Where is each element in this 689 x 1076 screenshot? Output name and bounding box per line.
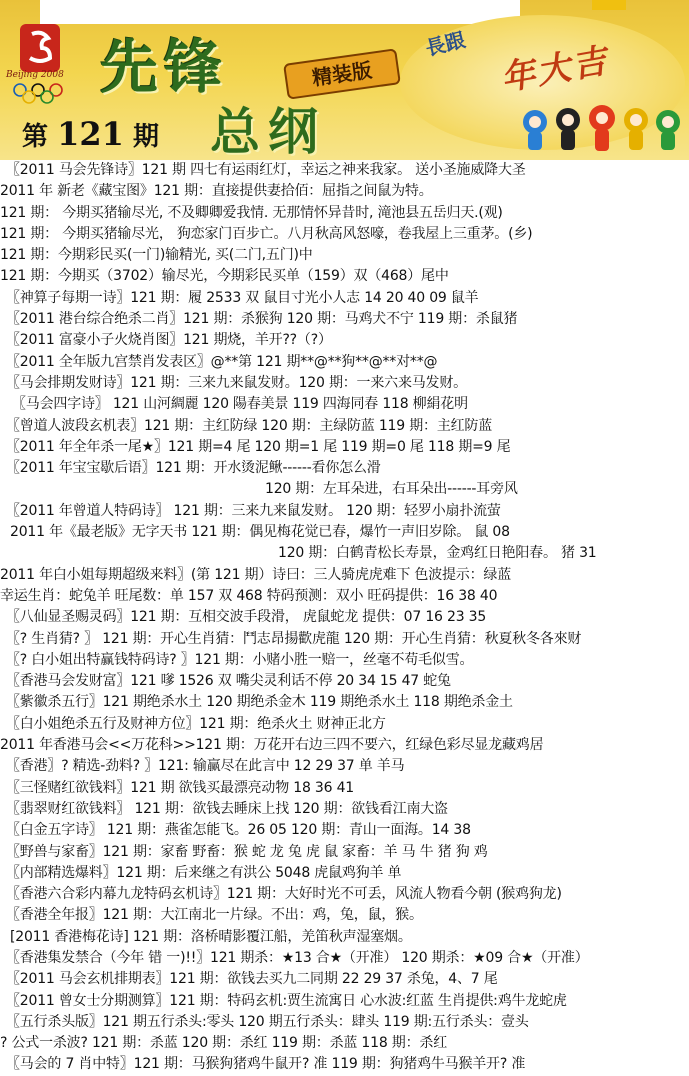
text-line: 120 期：左耳朵进，右耳朵出------耳旁风 [265, 481, 518, 498]
text-line: 2011 年《最老版》无字天书 121 期：偶见梅花觉已春，爆竹一声旧岁除。 鼠 08 [10, 524, 510, 541]
olympic-caption: Beijing 2008 [6, 70, 64, 80]
text-line: 120 期：白鹤青松长寿景，金鸡红日艳阳春。 猪 31 [278, 545, 597, 562]
text-line: 〖紫徽杀五行〗121 期绝杀水土 120 期绝杀金木 119 期绝杀水土 118 期绝杀金土 [6, 694, 513, 711]
text-line: 〖五行杀头版〗121 期五行杀头:零头 120 期五行杀头：肆头 119 期:五行杀头：壹头 [6, 1013, 529, 1030]
text-line: 121 期：今期买（3702）输尽光，今期彩民买单（159）双（468）尾中 [0, 268, 449, 285]
text-line: 121 期： 今期买猪输尽光, 不及卿卿爱我情. 无那情怀异昔时, 滝池县五岳归天.(观) [0, 204, 503, 221]
text-line: 〖2011 曾女士分期测算〗121 期：特码玄机:贾生流寓日 心水波:红蓝 生肖提供:鸡牛龙蛇虎 [6, 992, 567, 1009]
text-line: 2011 年白小姐每期超级来料〗(第 121 期）诗曰：三人骑虎虎难下 色波提示：绿蓝 [0, 566, 512, 583]
text-line: 〖马会排期发财诗〗121 期：三来九来鼠发财。120 期：一来六来马发财。 [6, 374, 467, 391]
text-line: 幸运生肖：蛇兔羊 旺尾数：单 157 双 468 特码预测：双小 旺码提供：16 38 40 [0, 587, 498, 604]
text-line: 〖2011 全年版九宫禁肖发表区〗@**第 121 期**@**狗**@**对**@ [6, 353, 438, 370]
text-line: 〖白金五字诗〗 121 期：燕雀怎能飞。26 05 120 期：青山一面海。14 38 [6, 822, 471, 839]
text-line: 2011 年 新老《藏宝图》121 期：直接提供妻拾佰：屈指之间鼠为特。 [0, 183, 433, 200]
banner-title-bottom: 总纲 [210, 102, 326, 160]
text-line: 〖2011 马会玄机排期表〗121 期：欲钱去买九二同期 22 29 37 杀兔，4、7 尾 [6, 971, 498, 988]
issue-number: 121 [57, 115, 124, 153]
text-line: 〖野兽与家畜〗121 期：家畜 野畜：猴 蛇 龙 兔 虎 鼠 家畜：羊 马 牛 猪 狗 鸡 [6, 843, 488, 860]
issue-prefix: 第 [22, 122, 49, 152]
text-line: 121 期： 今期买猪输尽光， 狗恋家门百步亡。八月秋高风怒嚎，卷我屋上三重茅。(乡) [0, 225, 533, 242]
text-line: 〖香港集发禁合（今年 错 一)!!〗121 期杀：★13 合★（开准） 120 期杀：★09 合★（开准） [6, 949, 589, 966]
header-banner [0, 0, 689, 160]
text-line: 〖2011 年全年杀一尾★〗121 期=4 尾 120 期=1 尾 119 期=0 尾 118 期=9 尾 [6, 438, 511, 455]
text-line: 〖2011 年宝宝歇后语〗121 期：开水烫泥鳅------看你怎么滑 [6, 460, 381, 477]
text-line: 121 期：今期彩民买(一门)输精光, 买(二门,五门)中 [0, 247, 313, 264]
banner-title-top: 先锋 [100, 33, 229, 101]
text-line: 〖神算子每期一诗〗121 期：履 2533 双 鼠目寸光小人志 14 20 40 09 鼠羊 [6, 289, 479, 306]
text-line: [2011 香港梅花诗] 121 期：洛桥晴影覆江船，羌笛秋声湿塞烟。 [10, 928, 412, 945]
text-line: 〖曾道人波段玄机表〗121 期：主红防绿 120 期：主绿防蓝 119 期：主红防蓝 [6, 417, 493, 434]
text-line: 〖八仙显圣赐灵码〗121 期：互相交波手段滑， 虎鼠蛇龙 提供：07 16 23 35 [6, 609, 487, 626]
banner-tagline: 長跟 [423, 27, 468, 61]
text-line: 〖马会四字诗〗 121 山河綢麗 120 陽春美景 119 四海同春 118 柳絹花明 [12, 396, 468, 413]
prediction-text-list [0, 160, 689, 1076]
text-line: 〖? 白小姐出特赢钱特码诗? 〗121 期：小赌小胜一赔一，丝毫不苟毛似雪。 [6, 651, 474, 668]
olympic-rings-icon [8, 82, 72, 106]
text-line: 2011 年香港马会<<万花科>>121 期：万花开右边三四不要六，红绿色彩尽显龙藏鸡居 [0, 737, 544, 754]
text-line: 〖香港六合彩内幕九龙特码玄机诗〗121 期：大好时光不可丢，风流人物看今朝 (猴鸡狗龙) [6, 886, 562, 903]
text-line: 〖内部精选爆料〗121 期：后来继之有洪公 5048 虎鼠鸡狗羊 单 [6, 864, 402, 881]
issue-suffix: 期 [132, 122, 159, 152]
text-line: 〖香港〗? 精选-劲料? 〗121: 输赢尽在此言中 12 29 37 单 羊马 [6, 758, 405, 775]
text-line: 〖香港全年报〗121 期：大江南北一片绿。不出：鸡，兔，鼠，猴。 [6, 907, 423, 924]
text-line: 〖三怪赌红欲钱料〗121 期 欲钱买最漂亮动物 18 36 41 [6, 779, 355, 796]
banner-slogan: 年大吉 [497, 40, 612, 100]
banner-gold-mark [592, 0, 626, 10]
text-line: 〖2011 富豪小子火烧肖图〗121 期烧，羊开??（?） [6, 332, 332, 349]
issue-label [22, 115, 159, 153]
text-line: 〖白小姐绝杀五行及财神方位〗121 期：绝杀火土 财神正北方 [6, 715, 386, 732]
text-line: 〖翡翠财红欲钱料〗 121 期：欲钱去睡床上找 120 期：欲钱看江南大盗 [6, 800, 448, 817]
text-line: ? 公式一杀波? 121 期：杀蓝 120 期：杀红 119 期：杀蓝 118 期：杀红 [0, 1035, 447, 1052]
text-line: 〖马会的 7 肖中特〗121 期：马猴狗猪鸡牛鼠开? 准 119 期：狗猪鸡牛马猴羊开? 准 [6, 1056, 526, 1073]
text-line: 〖? 生肖猜? 〗 121 期：开心生肖猜：鬥志昂揚歡虎龍 120 期：开心生肖猜：秋夏秋冬各來财 [6, 630, 582, 647]
fuwa-mascots-icon [520, 100, 685, 155]
text-line: 〖2011 港台综合绝杀二肖〗121 期：杀猴狗 120 期：马鸡犬不宁 119 期：杀鼠猪 [6, 311, 518, 328]
edition-badge: 精装版 [283, 48, 401, 100]
text-line: 〖2011 马会先锋诗〗121 期 四七有运雨红灯，幸运之神来我家。 送小圣施威降大圣 [6, 162, 526, 178]
text-line: 〖2011 年曾道人特码诗〗 121 期：三来九来鼠发财。 120 期：轻罗小扇扑流萤 [6, 502, 501, 519]
text-line: 〖香港马会发财富〗121 嗲 1526 双 嘴尖灵利话不停 20 34 15 47 蛇兔 [6, 673, 451, 690]
